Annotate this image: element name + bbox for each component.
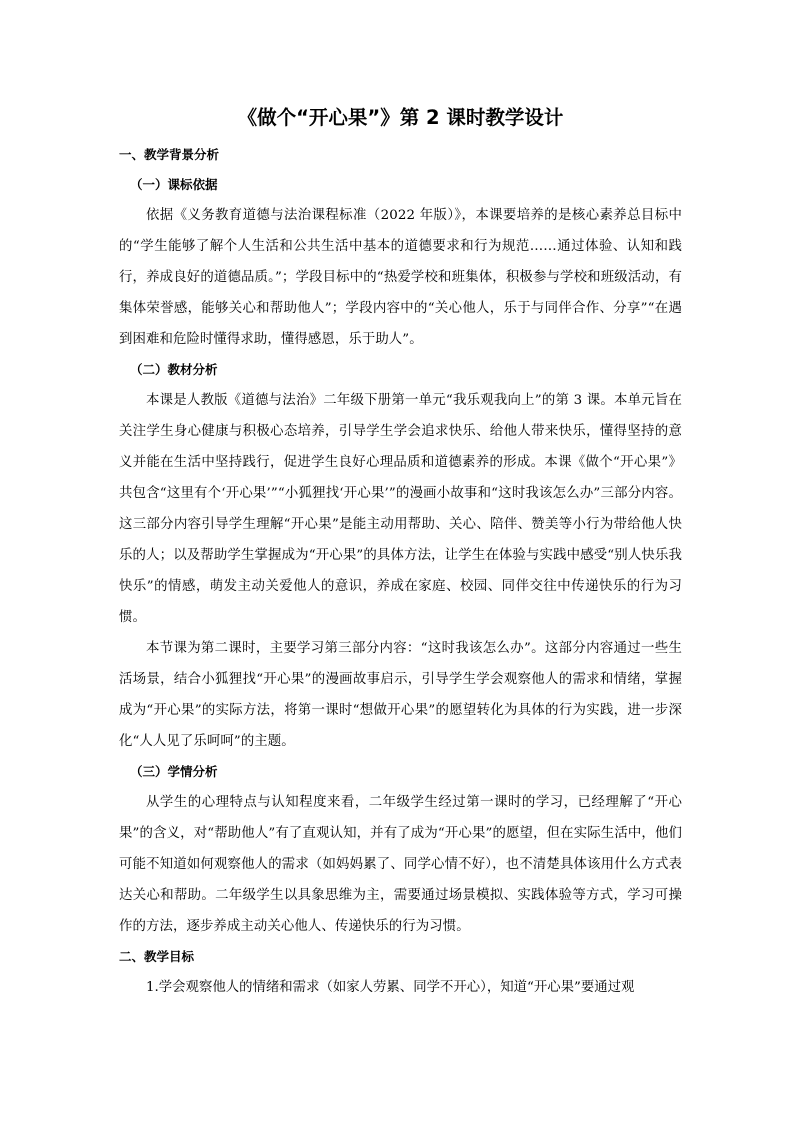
paragraph-curriculum: 依据《义务教育道德与法治课程标准（2022 年版）》，本课要培养的是核心素养总目标中的“学生能够了解个人生活和公共生活中基本的道德要求和行为规范……通过体验、认知和践行，养成良好的道德品质。”；学段目标中的“热爱学校和班集体，积极参与学校和班级活动，有集体荣誉感，能够关心和帮助他人”；学段内容中的“关心他人，乐于与同伴合作、分享”“在遇到困难和危险时懂得求助，懂得感恩，乐于助人”。 — [119, 208, 682, 347]
paragraph-students: 从学生的心理特点与认知程度来看，二年级学生经过第一课时的学习，已经理解了“开心果”的含义，对“帮助他人”有了直观认知，并有了成为“开心果”的愿望，但在实际生活中，他们可能不知道如何观察他人的需求（如妈妈累了、同学心情不好），也不清楚具体该用什么方式表达关心和帮助。二年级学生以具象思维为主，需要通过场景模拟、实践体验等方式，学习可操作的方法，逐步养成主动关心他人、传递快乐的行为习惯。 — [119, 795, 682, 934]
paragraph-textbook-1: 本课是人教版《道德与法治》二年级下册第一单元“我乐观我向上”的第 3 课。本单元旨在关注学生身心健康与积极心态培养，引导学生学会追求快乐、给他人带来快乐，懂得坚持的意义并能在生活中坚持践行，促进学生良好心理品质和道德素养的形成。本课《做个“开心果”》共包含“这里有个‘开心果’”“小狐狸找‘开心果’”的漫画小故事和“这时我该怎么办”三部分内容。这三部分内容引导学生理解“开心果”是能主动用帮助、关心、陪伴、赞美等小行为带给他人快乐的人；以及帮助学生掌握成为“开心果”的具体方法，让学生在体验与实践中感受“别人快乐我快乐”的情感，萌发主动关爱他人的意识，养成在家庭、校园、同伴交往中传递快乐的行为习惯。 — [119, 393, 682, 625]
subsection-heading-textbook: （二）教材分析 — [130, 362, 218, 377]
section-heading-background: 一、教学背景分析 — [119, 147, 220, 162]
document-title: 《做个“开心果”》第 2 课时教学设计 — [237, 106, 564, 129]
paragraph-textbook-2: 本节课为第二课时，主要学习第三部分内容：“这时我该怎么办”。这部分内容通过一些生活场景，结合小狐狸找“开心果”的漫画故事启示，引导学生学会观察他人的需求和情绪，掌握成为“开心果”的实际方法，将第一课时“想做开心果”的愿望转化为具体的行为实践，进一步深化“人人见了乐呵呵”的主题。 — [119, 641, 682, 749]
subsection-heading-students: （三）学情分析 — [130, 764, 218, 779]
objective-item-1: 1.学会观察他人的情绪和需求（如家人劳累、同学不开心），知道“开心果”要通过观 — [146, 980, 635, 995]
section-heading-objectives: 二、教学目标 — [119, 949, 195, 964]
subsection-heading-curriculum: （一）课标依据 — [130, 177, 218, 192]
